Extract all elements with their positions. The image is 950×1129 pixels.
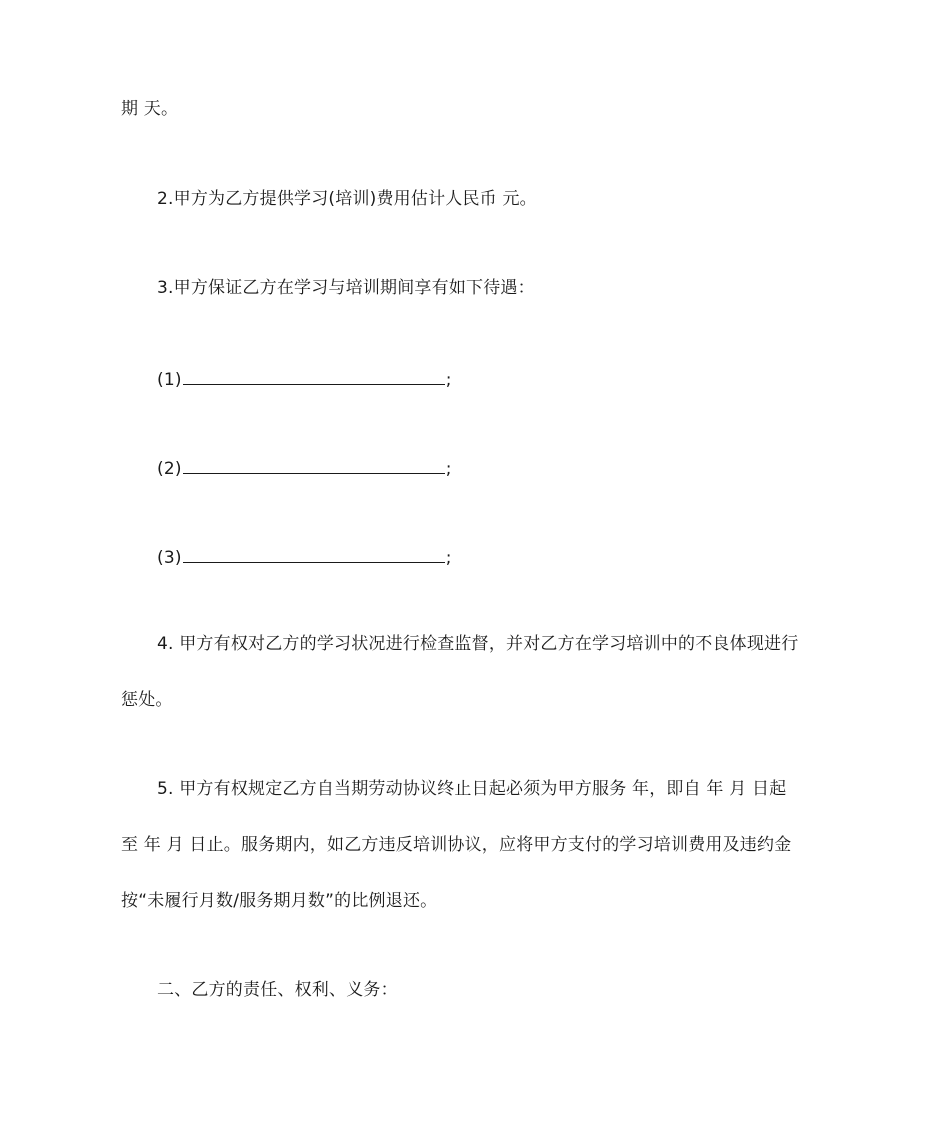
section-heading: 二、乙方的责任、权利、义务： <box>157 980 398 1000</box>
list-item <box>157 544 452 570</box>
item-label: (2) <box>157 459 182 479</box>
list-item <box>157 366 452 392</box>
fill-blank <box>183 544 445 563</box>
list-item <box>157 455 452 481</box>
item-end: ; <box>445 459 452 479</box>
item-label: (3) <box>157 548 182 568</box>
paragraph-line: 至 年 月 日止。服务期内，如乙方违反培训协议，应将甲方支付的学习培训费用及违约金 <box>121 835 792 855</box>
paragraph-line: 2.甲方为乙方提供学习(培训)费用估计人民币 元。 <box>157 189 537 209</box>
item-end: ; <box>445 548 452 568</box>
paragraph-line: 期 天。 <box>121 99 179 119</box>
fill-blank <box>183 366 445 385</box>
fill-blank <box>183 455 445 474</box>
paragraph-line: 按“未履行月数/服务期月数”的比例退还。 <box>121 891 438 911</box>
paragraph-line: 3.甲方保证乙方在学习与培训期间享有如下待遇： <box>157 278 535 298</box>
item-end: ; <box>445 370 452 390</box>
paragraph-line: 4. 甲方有权对乙方的学习状况进行检查监督，并对乙方在学习培训中的不良体现进行 <box>157 634 799 654</box>
paragraph-line: 5. 甲方有权规定乙方自当期劳动协议终止日起必须为甲方服务 年，即自 年 月 日起 <box>157 779 787 799</box>
paragraph-line: 惩处。 <box>121 690 173 710</box>
item-label: (1) <box>157 370 182 390</box>
